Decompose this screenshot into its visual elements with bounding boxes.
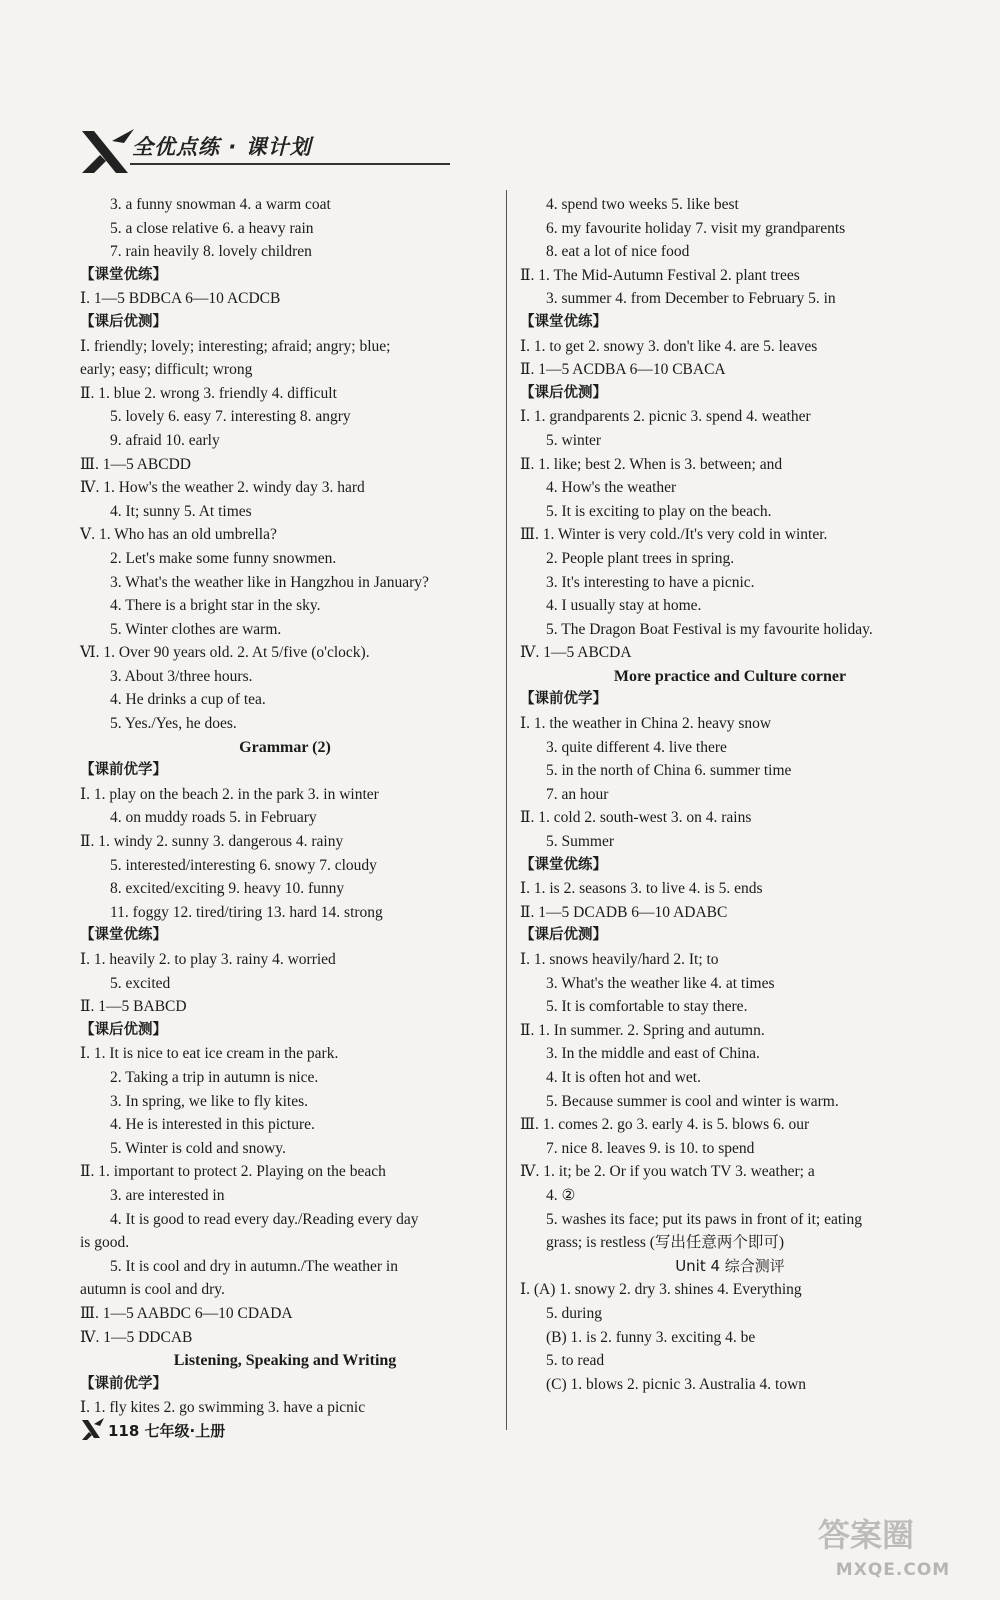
- answer-line: Ⅰ. 1. the weather in China 2. heavy snow: [520, 715, 772, 733]
- answer-line: 3. summer 4. from December to February 5. in: [546, 290, 836, 308]
- answer-line: 5. It is exciting to play on the beach.: [546, 502, 772, 520]
- header-rule: [130, 163, 450, 165]
- answer-line: 5. interested/interesting 6. snowy 7. cloudy: [110, 856, 377, 874]
- answer-line: 5. during: [546, 1304, 602, 1322]
- answer-line: 4. He drinks a cup of tea.: [110, 691, 266, 709]
- answer-line: Ⅰ. 1. snows heavily/hard 2. It; to: [520, 951, 719, 968]
- answer-line: 7. nice 8. leaves 9. is 10. to spend: [546, 1139, 755, 1157]
- answer-line: 4. It is good to read every day./Reading every day: [110, 1210, 419, 1228]
- answer-line: Ⅱ. 1. like; best 2. When is 3. between; and: [520, 455, 783, 473]
- book-title: 全优点练 · 课计划: [132, 135, 312, 159]
- answer-line: 3. In spring, we like to fly kites.: [110, 1092, 309, 1110]
- answer-line: 8. eat a lot of nice food: [546, 243, 690, 261]
- answer-line: Ⅳ. 1—5 DDCAB: [80, 1328, 193, 1346]
- answer-line: 5. in the north of China 6. summer time: [546, 762, 792, 780]
- answer-line: Ⅲ. 1—5 AABDC 6—10 CDADA: [80, 1304, 293, 1322]
- answer-line: early; easy; difficult; wrong: [80, 361, 253, 379]
- answer-line: 4. There is a bright star in the sky.: [110, 597, 321, 615]
- answer-line: Ⅳ. 1. How's the weather 2. windy day 3. hard: [80, 479, 365, 497]
- watermark: [808, 1510, 978, 1580]
- answer-line: Ⅰ. 1. play on the beach 2. in the park 3. in winter: [80, 785, 379, 803]
- answer-line: Ⅰ. 1. is 2. seasons 3. to live 4. is 5. ends: [520, 880, 763, 898]
- answer-line: Ⅲ. 1—5 ABCDD: [80, 455, 191, 473]
- answer-line: 3. What's the weather like in Hangzhou in January?: [110, 573, 429, 591]
- section-tag: 【课前优学】: [80, 1375, 167, 1392]
- answer-line: Ⅲ. 1. comes 2. go 3. early 4. is 5. blows 6. our: [520, 1116, 810, 1134]
- answer-line: 5. excited: [110, 974, 171, 992]
- answer-line: Ⅰ. 1. to get 2. snowy 3. don't like 4. are 5. leaves: [520, 337, 818, 355]
- section-tag: 【课堂优练】: [80, 266, 167, 283]
- section-heading: Unit 4 综合测评: [675, 1256, 785, 1275]
- answer-line: 4. ②: [546, 1186, 576, 1204]
- answer-line: grass; is restless (写出任意两个即可): [546, 1234, 785, 1252]
- section-tag: 【课后优测】: [80, 313, 167, 330]
- page-number-label: 118 七年级·上册: [108, 1422, 226, 1440]
- answer-line: Ⅱ. 1. cold 2. south-west 3. on 4. rains: [520, 809, 752, 827]
- section-heading: More practice and Culture corner: [613, 667, 847, 685]
- answer-line: is good.: [80, 1234, 130, 1252]
- answer-line: 3. a funny snowman 4. a warm coat: [110, 196, 331, 213]
- answer-line: Ⅱ. 1—5 DCADB 6—10 ADABC: [520, 903, 728, 921]
- answer-line: 4. spend two weeks 5. like best: [546, 196, 739, 213]
- answer-line: 5. lovely 6. easy 7. interesting 8. angry: [110, 408, 351, 426]
- answer-line: Ⅰ. 1. grandparents 2. picnic 3. spend 4. weather: [520, 408, 811, 426]
- answer-line: Ⅱ. 1. In summer. 2. Spring and autumn.: [520, 1021, 765, 1039]
- answer-line: Ⅰ. 1. fly kites 2. go swimming 3. have a picnic: [80, 1399, 366, 1417]
- answer-line: 5. Because summer is cool and winter is warm.: [546, 1092, 839, 1110]
- column-divider: [506, 190, 507, 1430]
- answer-line: 3. About 3/three hours.: [110, 667, 253, 685]
- watermark-url: MXQE.COM: [835, 1560, 951, 1580]
- answer-line: Ⅱ. 1—5 ACDBA 6—10 CBACA: [520, 361, 726, 379]
- section-heading: Listening, Speaking and Writing: [173, 1352, 397, 1370]
- section-tag: 【课堂优练】: [80, 927, 167, 944]
- answer-line: Ⅰ. 1. It is nice to eat ice cream in the park.: [80, 1045, 339, 1063]
- answer-line: Ⅱ. 1. blue 2. wrong 3. friendly 4. difficult: [80, 384, 337, 402]
- answer-line: 2. People plant trees in spring.: [546, 549, 735, 567]
- answer-line: Ⅱ. 1. The Mid-Autumn Festival 2. plant trees: [520, 266, 800, 284]
- answer-line: 5. a close relative 6. a heavy rain: [110, 219, 314, 237]
- answer-line: 5. It is comfortable to stay there.: [546, 998, 748, 1016]
- answer-line: (C) 1. blows 2. picnic 3. Australia 4. town: [546, 1375, 807, 1393]
- answer-line: Ⅱ. 1—5 BABCD: [80, 998, 187, 1016]
- answer-line: Ⅰ. (A) 1. snowy 2. dry 3. shines 4. Everything: [520, 1281, 802, 1299]
- answer-line: autumn is cool and dry.: [80, 1281, 225, 1299]
- page-header: [70, 125, 490, 183]
- answer-line: 8. excited/exciting 9. heavy 10. funny: [110, 880, 345, 898]
- answer-line: 2. Taking a trip in autumn is nice.: [110, 1068, 319, 1086]
- answer-line: 3. quite different 4. live there: [546, 738, 727, 756]
- answer-line: 4. It is often hot and wet.: [546, 1068, 701, 1086]
- answer-line: Ⅰ. 1—5 BDBCA 6—10 ACDCB: [80, 290, 281, 308]
- answer-line: 4. I usually stay at home.: [546, 597, 702, 615]
- answer-line: 3. It's interesting to have a picnic.: [546, 573, 755, 591]
- answer-line: 11. foggy 12. tired/tiring 13. hard 14. strong: [110, 903, 383, 921]
- section-heading: Grammar (2): [239, 738, 331, 756]
- left-column: [80, 193, 490, 1420]
- answer-line: Ⅳ. 1. it; be 2. Or if you watch TV 3. weather; a: [520, 1163, 815, 1181]
- answer-line: 5. The Dragon Boat Festival is my favourite holiday.: [546, 620, 873, 638]
- section-tag: 【课堂优练】: [520, 856, 607, 873]
- answer-line: 2. Let's make some funny snowmen.: [110, 549, 337, 567]
- answer-line: Ⅱ. 1. windy 2. sunny 3. dangerous 4. rainy: [80, 833, 344, 851]
- answer-line: 7. rain heavily 8. lovely children: [110, 243, 312, 261]
- answer-line: Ⅵ. 1. Over 90 years old. 2. At 5/five (o'clock).: [80, 644, 370, 662]
- answer-line: 4. on muddy roads 5. in February: [110, 809, 317, 827]
- section-tag: 【课堂优练】: [520, 313, 607, 330]
- section-tag: 【课前优学】: [80, 762, 167, 779]
- answer-line: Ⅰ. friendly; lovely; interesting; afraid; angry; blue;: [80, 337, 391, 355]
- answer-line: 5. Summer: [546, 833, 615, 851]
- watermark-logo: 答案圈: [818, 1516, 915, 1554]
- brand-x-logo-icon: [78, 127, 138, 177]
- section-tag: 【课后优测】: [520, 384, 607, 401]
- answer-line: 9. afraid 10. early: [110, 431, 220, 449]
- answer-line: 5. to read: [546, 1352, 605, 1370]
- answer-line: 5. Winter clothes are warm.: [110, 620, 282, 638]
- answer-line: (B) 1. is 2. funny 3. exciting 4. be: [546, 1328, 756, 1346]
- answer-line: 4. It; sunny 5. At times: [110, 502, 252, 520]
- answer-line: Ⅳ. 1—5 ABCDA: [520, 644, 632, 662]
- answer-line: 5. It is cool and dry in autumn./The weather in: [110, 1257, 398, 1275]
- answer-line: 4. He is interested in this picture.: [110, 1116, 315, 1134]
- answer-line: 5. Yes./Yes, he does.: [110, 715, 237, 733]
- answer-line: 3. are interested in: [110, 1186, 225, 1204]
- right-column: [520, 193, 940, 1396]
- answer-line: 3. What's the weather like 4. at times: [546, 974, 775, 992]
- answer-line: 5. Winter is cold and snowy.: [110, 1139, 286, 1157]
- answer-line: Ⅲ. 1. Winter is very cold./It's very cold in winter.: [520, 526, 828, 544]
- answer-line: 5. washes its face; put its paws in front of it; eating: [546, 1210, 862, 1228]
- section-tag: 【课后优测】: [80, 1021, 167, 1038]
- section-tag: 【课前优学】: [520, 691, 607, 708]
- answer-line: 5. winter: [546, 431, 602, 449]
- footer-arrow-icon: [80, 1418, 106, 1442]
- answer-line: Ⅴ. 1. Who has an old umbrella?: [80, 526, 277, 544]
- answer-line: 6. my favourite holiday 7. visit my grandparents: [546, 219, 846, 237]
- section-tag: 【课后优测】: [520, 927, 607, 944]
- answer-line: Ⅱ. 1. important to protect 2. Playing on the beach: [80, 1163, 386, 1181]
- answer-line: Ⅰ. 1. heavily 2. to play 3. rainy 4. worried: [80, 951, 336, 968]
- answer-line: 3. In the middle and east of China.: [546, 1045, 760, 1063]
- answer-line: 7. an hour: [546, 785, 609, 803]
- answer-line: 4. How's the weather: [546, 479, 677, 497]
